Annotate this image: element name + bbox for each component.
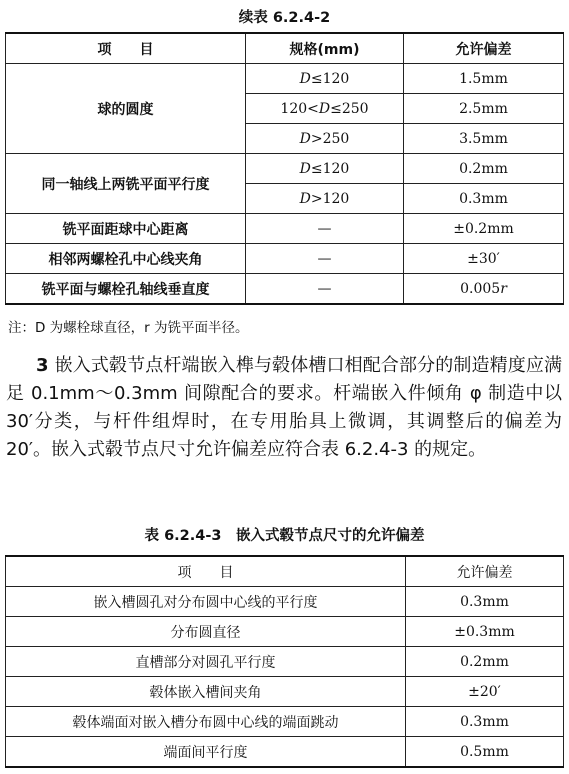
clause-text: 嵌入式毂节点杆端嵌入榫与毂体槽口相配合部分的制造精度应满足 0.1mm～0.3mm 间隙配合的要求。杆端嵌入件倾角 φ 制造中以 30′分类，与杆件组焊时，在专用胎具上微调，其调整后的偏差为 20′。嵌入式毂节点尺寸允许偏差应符合表 6.2.4-3 的规定。	[6, 355, 562, 460]
table-caption: 续表 6.2.4-2	[238, 10, 331, 26]
row-tolerance: 0.2mm	[404, 154, 564, 184]
row-item: 毂体端面对嵌入槽分布圆中心线的端面跳动	[6, 707, 406, 737]
row-item: 毂体嵌入槽间夹角	[6, 677, 406, 707]
row-spec: —	[246, 274, 404, 305]
table-note: 注：D 为螺栓球直径，r 为铣平面半径。	[8, 320, 249, 336]
table-row	[6, 737, 564, 768]
table-row	[6, 154, 564, 184]
row-item: 端面间平行度	[6, 737, 406, 768]
table-header-row	[6, 33, 564, 64]
header-item: 项 目	[6, 556, 406, 587]
table-row	[6, 707, 564, 737]
clause-paragraph	[6, 352, 562, 464]
row-tolerance: ±0.3mm	[406, 617, 564, 647]
row-item: 球的圆度	[6, 64, 246, 154]
row-tolerance: ±20′	[406, 677, 564, 707]
row-item: 铣平面与螺栓孔轴线垂直度	[6, 274, 246, 305]
row-tolerance: 0.5mm	[406, 737, 564, 768]
table-caption: 表 6.2.4-3 嵌入式毂节点尺寸的允许偏差	[144, 528, 425, 544]
row-tolerance: 0.3mm	[406, 587, 564, 617]
table-row	[6, 677, 564, 707]
row-item: 相邻两螺栓孔中心线夹角	[6, 244, 246, 274]
row-tolerance: ±0.2mm	[404, 214, 564, 244]
row-item: 同一轴线上两铣平面平行度	[6, 154, 246, 214]
table-row	[6, 64, 564, 94]
row-tolerance: 0.3mm	[406, 707, 564, 737]
row-tolerance: ±30′	[404, 244, 564, 274]
clause-number: 3	[36, 355, 49, 376]
table-row	[6, 274, 564, 305]
row-tolerance: 2.5mm	[404, 94, 564, 124]
header-tolerance: 允许偏差	[404, 33, 564, 64]
row-tolerance: 0.3mm	[404, 184, 564, 214]
row-tolerance: 0.005r	[404, 274, 564, 305]
row-spec: D>120	[246, 184, 404, 214]
row-item: 铣平面距球中心距离	[6, 214, 246, 244]
row-tolerance: 1.5mm	[404, 64, 564, 94]
row-spec: D≤120	[246, 154, 404, 184]
table-row	[6, 647, 564, 677]
row-item: 分布圆直径	[6, 617, 406, 647]
row-spec: D≤120	[246, 64, 404, 94]
row-spec: D>250	[246, 124, 404, 154]
tolerance-table-continued	[5, 32, 564, 305]
header-item: 项 目	[6, 33, 246, 64]
table-row	[6, 214, 564, 244]
row-tolerance: 0.2mm	[406, 647, 564, 677]
table-row	[6, 244, 564, 274]
header-spec: 规格(mm)	[246, 33, 404, 64]
table-row	[6, 587, 564, 617]
header-tolerance: 允许偏差	[406, 556, 564, 587]
table-row	[6, 617, 564, 647]
row-tolerance: 3.5mm	[404, 124, 564, 154]
row-item: 直槽部分对圆孔平行度	[6, 647, 406, 677]
embedded-hub-tolerance-table	[5, 555, 564, 768]
row-item: 嵌入槽圆孔对分布圆中心线的平行度	[6, 587, 406, 617]
row-spec: —	[246, 244, 404, 274]
table-header-row	[6, 556, 564, 587]
row-spec: —	[246, 214, 404, 244]
row-spec: 120<D≤250	[246, 94, 404, 124]
